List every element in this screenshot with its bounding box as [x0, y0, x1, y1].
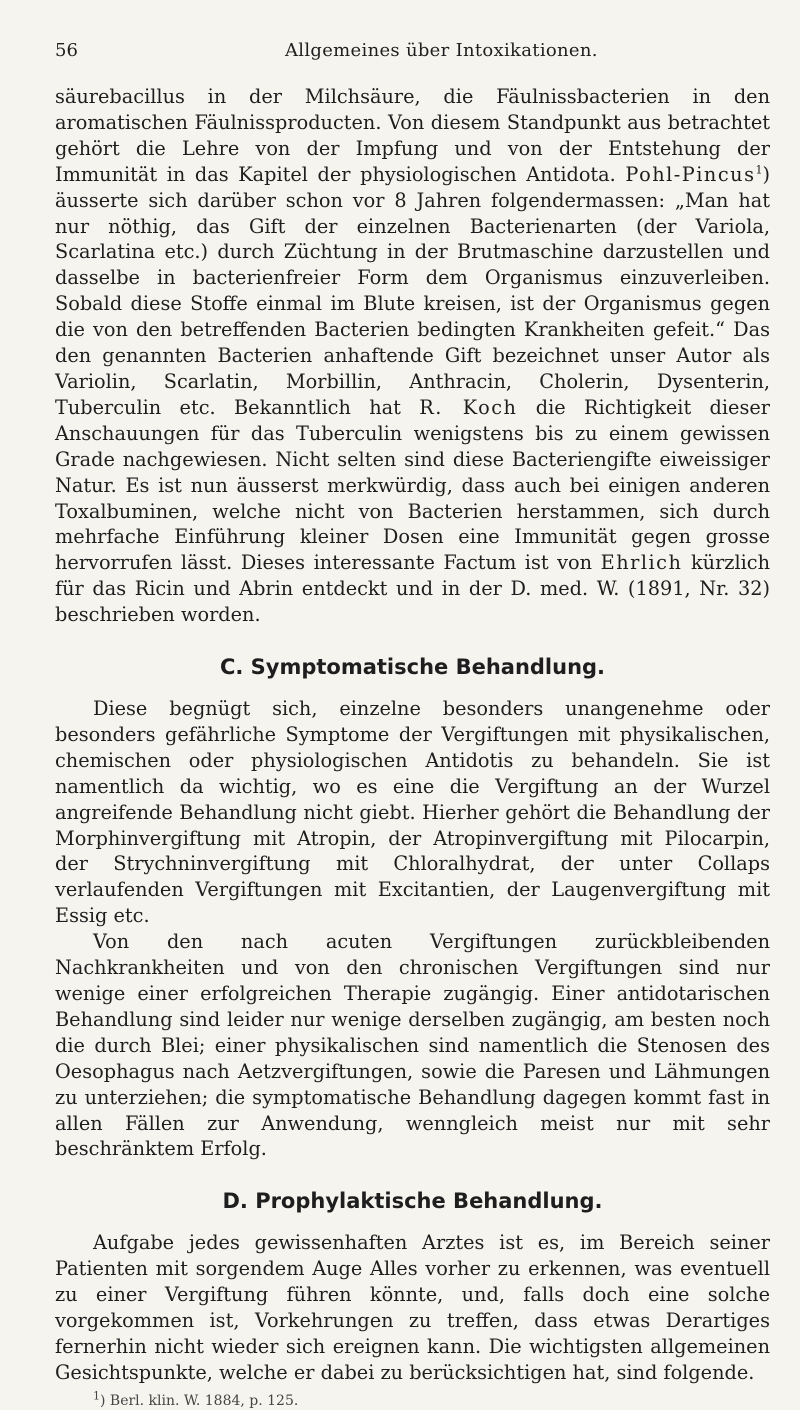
running-title: Allgemeines über Intoxikationen. [285, 40, 598, 61]
author-name: Ehrlich [600, 551, 683, 575]
page-number: 56 [55, 40, 78, 61]
paragraph: Aufgabe jedes gewissenhaften Arztes ist es, im Bereich seiner Patienten mit sorgendem Auge Alles vorher zu erkennen, was eventuell zu einer Vergiftung führen könnte, und, falls doch eine solche vorgekommen ist, Vorkehrungen zu treffen, dass etwas Derartiges fernerhin nicht wieder sich ereignen kann. Die wichtigsten allgemeinen Gesichtspunkte, welche er dabei zu berücksichtigen hat, sind folgende. [55, 1231, 770, 1384]
text-span: ) äusserte sich darüber schon vor 8 Jahren folgendermassen: „Man hat nur nöthig, das Gift der einzelnen Bacterienarten (der Variola, Scarlatina etc.) durch Züchtung in der Brutmaschine darzustellen und dasselbe in bacterienfreier Form dem Organismus einzuverleiben. Sobald diese Stoffe einmal im Blute kreisen, ist der Organismus gegen die von den betreffenden Bacterien bedingten Krankheiten gefeit.“ Das den genannten Bacterien anhaftende Gift bezeichnet unser Autor als Variolin, Scarlatin, Morbillin, Anthracin, Cholerin, Dysenterin, Tuberculin etc. Bekanntlich hat [55, 162, 770, 419]
text-span: kürzlich für das Ricin und Abrin entdeckt und in der D. med. W. (1891, Nr. 32) beschrieben worden. [55, 551, 770, 627]
paragraph: Von den nach acuten Vergiftungen zurückbleibenden Nachkrankheiten und von den chronischen Vergiftungen sind nur wenige einer erfolgreichen Therapie zugängig. Einer antidotarischen Behandlung sind leider nur wenige derselben zugängig, am besten noch die durch Blei; einer physikalischen sind namentlich die Stenosen des Oesophagus nach Aetzvergiftungen, sowie die Paresen und Lähmungen zu unterziehen; die symptomatische Behandlung dagegen kommt fast in allen Fällen zur Anwendung, wenngleich meist nur mit sehr beschränktem Erfolg. [55, 930, 770, 1161]
page-header [55, 38, 770, 64]
document-page [55, 38, 770, 1410]
footnote-marker: 1 [93, 1389, 100, 1403]
paragraph: Diese begnügt sich, einzelne besonders unangenehme oder besonders gefährliche Symptome der Vergiftungen mit physikalischen, chemischen oder physiologischen Antidotis zu behandeln. Sie ist namentlich da wichtig, wo es eine die Vergiftung an der Wurzel angreifende Behandlung nicht giebt. Hierher gehört die Behandlung der Morphinvergiftung mit Atropin, der Atropinvergiftung mit Pilocarpin, der Strychninvergiftung mit Chloralhydrat, der unter Collaps verlaufenden Vergiftungen mit Excitantien, der Laugenvergiftung mit Essig etc. [55, 697, 770, 928]
section-heading-d: D. Prophylaktische Behandlung. [222, 1189, 603, 1214]
section-heading-c: C. Symptomatische Behandlung. [219, 655, 606, 680]
author-name: R. Koch [419, 395, 518, 419]
footnote [55, 1389, 770, 1410]
author-name: Pohl-Pincus [625, 162, 756, 186]
text-span: die Richtigkeit dieser Anschauungen für das Tuberculin wenigstens bis zu einem gewissen Grade nachgewiesen. Nicht selten sind diese Bacteriengifte eiweissiger Natur. Es ist nun äusserst merkwürdig, dass auch bei einigen anderen Toxalbuminen, welche nicht von Bacterien herstammen, sich durch mehrfache Einführung kleiner Dosen eine Immunität gegen grosse hervorrufen lässt. Dieses interessante Factum ist von [55, 395, 770, 575]
footnote-text: ) Berl. klin. W. 1884, p. 125. [100, 1392, 299, 1409]
text-span: säurebacillus in der Milchsäure, die Fäulnissbacterien in den aromatischen Fäulnissproducten. Von diesem Standpunkt aus betrachtet gehört die Lehre von der Impfung und von der Entstehung der Immunität in das Kapitel der physiologischen Antidota. [55, 85, 770, 186]
paragraph-intro [55, 84, 770, 628]
footnote-marker: 1 [755, 163, 763, 177]
